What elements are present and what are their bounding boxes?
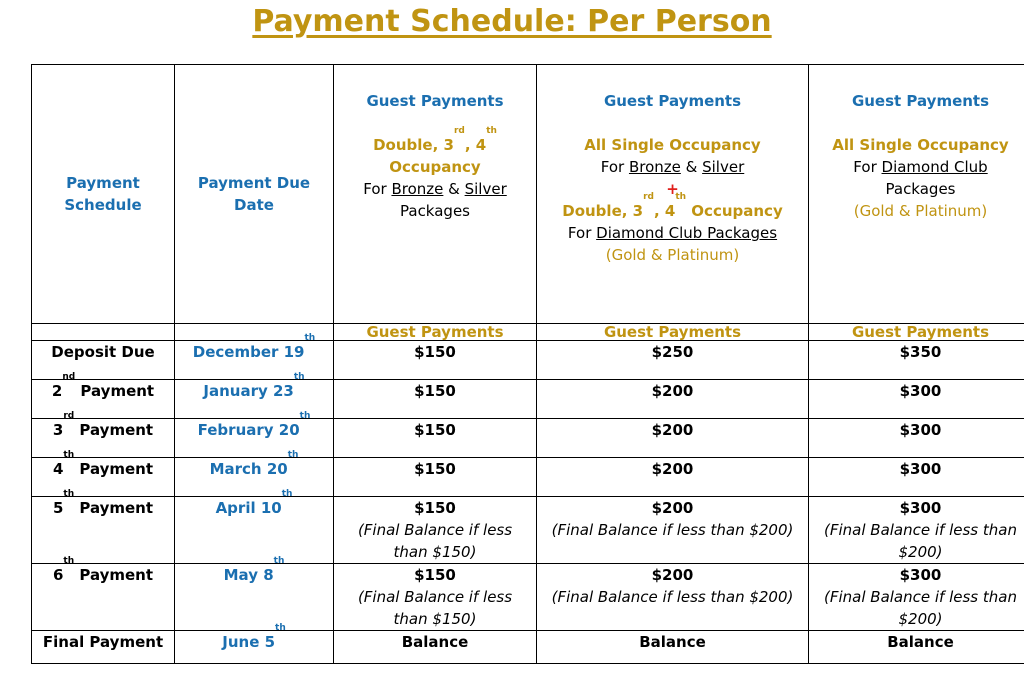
row-date: April 10th	[175, 497, 334, 564]
row-label: 2nd Payment	[32, 380, 175, 419]
subheader-row	[32, 324, 1024, 341]
row-date: March 20th	[175, 458, 334, 497]
table-row	[32, 564, 1024, 631]
row-label: 6th Payment	[32, 564, 175, 631]
row-date: February 20th	[175, 419, 334, 458]
row-amount: $250	[537, 341, 809, 380]
subheader-guest-payments: Guest Payments	[334, 324, 537, 341]
header-bronze-silver-double: Guest Payments Double, 3rd, 4th Occupancy For Bronze & Silver Packages	[334, 65, 537, 324]
header-single-occupancy-bronze-silver: Guest Payments All Single Occupancy For Bronze & Silver + Double, 3rd, 4th Occupancy For Diamond Club Packages (Gold & Platinum)	[537, 65, 809, 324]
row-amount: $200 (Final Balance if less than $200)	[537, 564, 809, 631]
row-date: January 23th	[175, 380, 334, 419]
table-row	[32, 380, 1024, 419]
row-label: 5th Payment	[32, 497, 175, 564]
subheader-guest-payments: Guest Payments	[809, 324, 1024, 341]
row-label: 3rd Payment	[32, 419, 175, 458]
row-amount: Balance	[334, 631, 537, 664]
table-row	[32, 419, 1024, 458]
row-amount: $200 (Final Balance if less than $200)	[537, 497, 809, 564]
row-amount: $300	[809, 458, 1024, 497]
payment-schedule-table	[31, 64, 1024, 664]
table-row	[32, 458, 1024, 497]
row-amount: $150	[334, 419, 537, 458]
header-row	[32, 65, 1024, 324]
row-amount: $200	[537, 419, 809, 458]
row-amount: $150	[334, 341, 537, 380]
row-date: May 8th	[175, 564, 334, 631]
row-date: June 5th	[175, 631, 334, 664]
row-amount: $200	[537, 458, 809, 497]
header-payment-due-date: Payment Due Date	[175, 65, 334, 324]
row-amount: Balance	[809, 631, 1024, 664]
row-label: Deposit Due	[32, 341, 175, 380]
row-amount: $200	[537, 380, 809, 419]
row-amount: $300 (Final Balance if less than $200)	[809, 564, 1024, 631]
subheader-guest-payments: Guest Payments	[537, 324, 809, 341]
row-label: Final Payment	[32, 631, 175, 664]
row-amount: $150	[334, 380, 537, 419]
header-payment-schedule: Payment Schedule	[32, 65, 175, 324]
row-label: 4th Payment	[32, 458, 175, 497]
table-row	[32, 341, 1024, 380]
table-row	[32, 631, 1024, 664]
table-row	[32, 497, 1024, 564]
row-amount: $300 (Final Balance if less than $200)	[809, 497, 1024, 564]
row-amount: Balance	[537, 631, 809, 664]
row-amount: $150	[334, 458, 537, 497]
row-amount: $150 (Final Balance if less than $150)	[334, 564, 537, 631]
row-amount: $300	[809, 380, 1024, 419]
row-amount: $350	[809, 341, 1024, 380]
page-title: Payment Schedule: Per Person	[252, 4, 772, 39]
row-date: December 19th	[175, 341, 334, 380]
row-amount: $150 (Final Balance if less than $150)	[334, 497, 537, 564]
header-single-occupancy-diamond: Guest Payments All Single Occupancy For Diamond Club Packages (Gold & Platinum)	[809, 65, 1024, 324]
subheader-empty-1	[32, 324, 175, 341]
row-amount: $300	[809, 419, 1024, 458]
